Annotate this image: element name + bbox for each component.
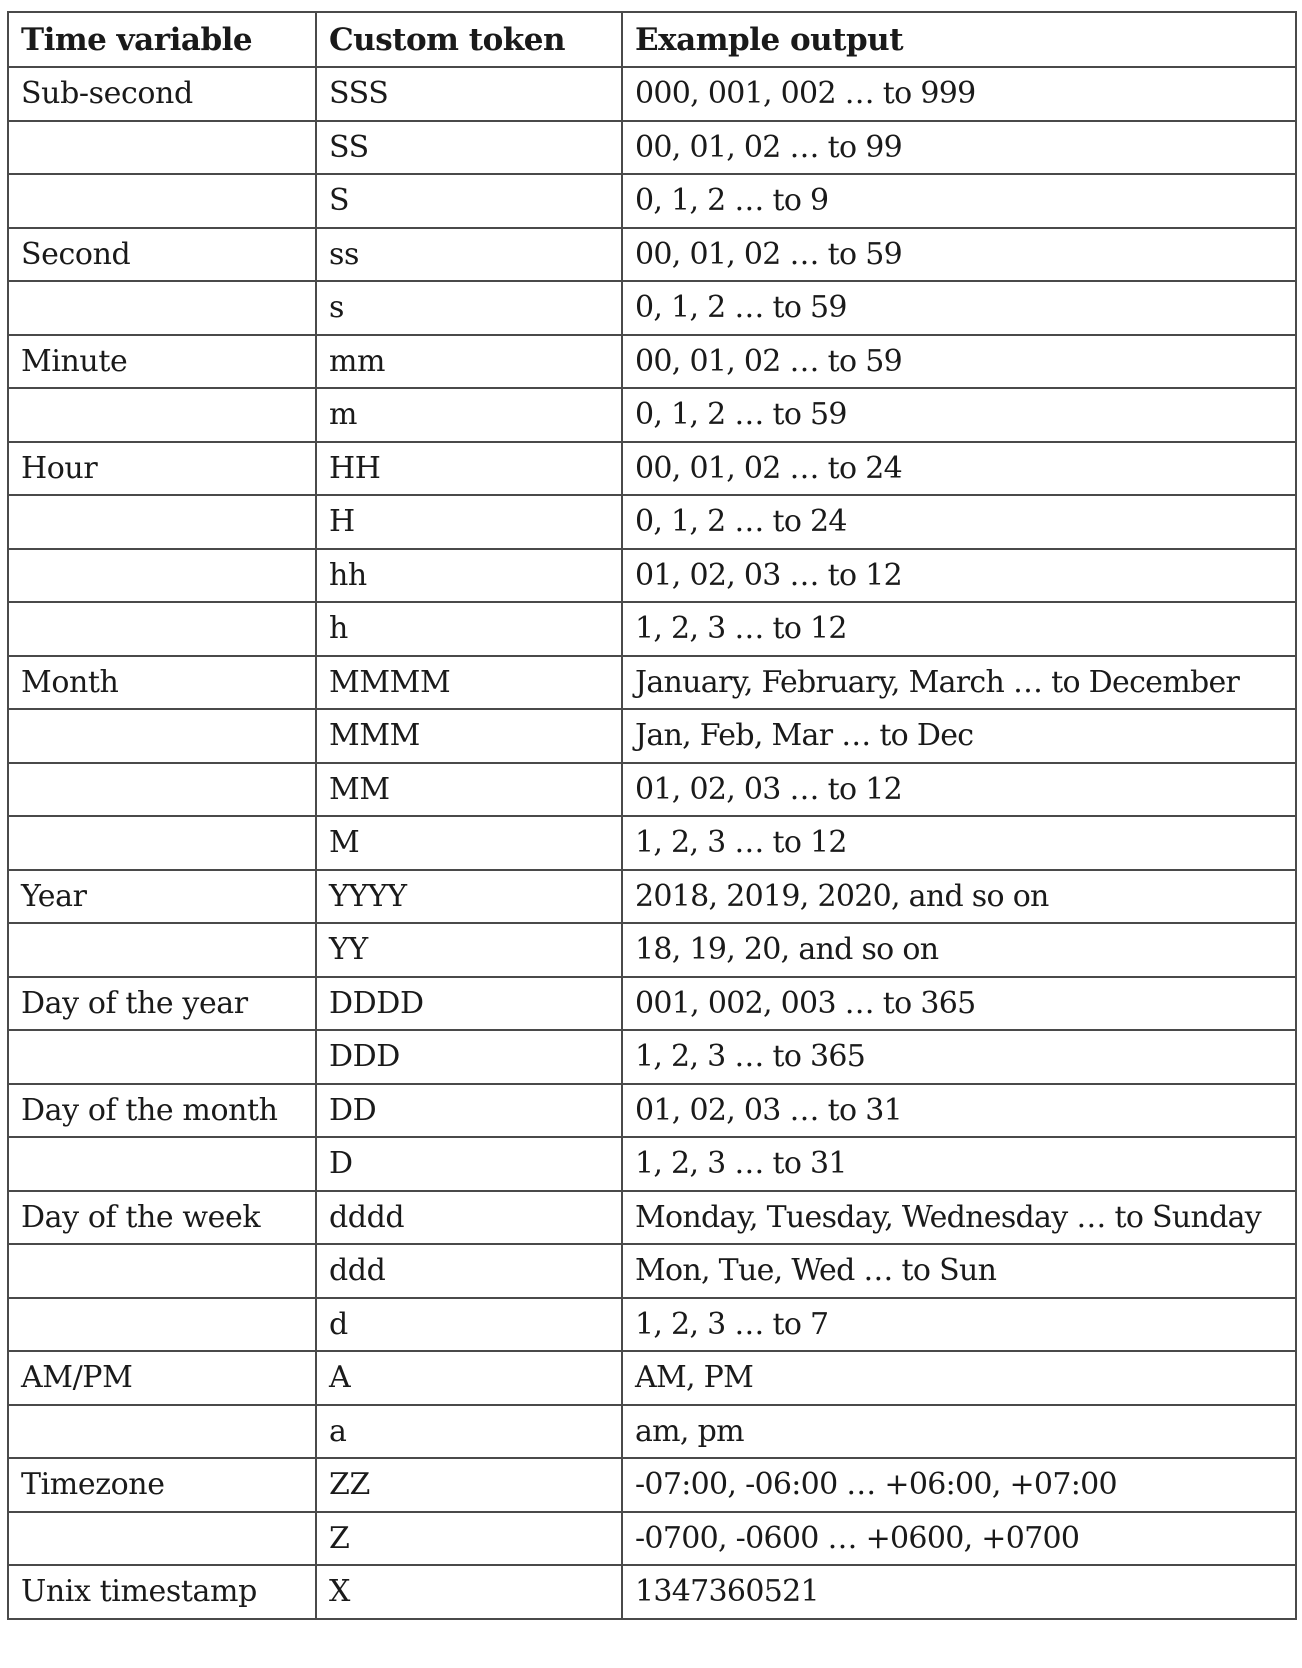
cell-time-variable: Unix timestamp — [8, 1565, 316, 1619]
cell-example-output: 0, 1, 2 … to 24 — [622, 495, 1296, 549]
cell-example-output: 00, 01, 02 … to 59 — [622, 335, 1296, 389]
cell-custom-token: SS — [316, 121, 622, 175]
table-row — [8, 1030, 1296, 1084]
table-row — [8, 549, 1296, 603]
cell-time-variable — [8, 121, 316, 175]
cell-example-output: Mon, Tue, Wed … to Sun — [622, 1244, 1296, 1298]
table-body — [8, 67, 1296, 1619]
table-row — [8, 1137, 1296, 1191]
table-row — [8, 1084, 1296, 1138]
cell-time-variable: Minute — [8, 335, 316, 389]
cell-example-output: -07:00, -06:00 … +06:00, +07:00 — [622, 1458, 1296, 1512]
cell-custom-token: X — [316, 1565, 622, 1619]
cell-custom-token: dddd — [316, 1191, 622, 1245]
table-row — [8, 923, 1296, 977]
cell-example-output: -0700, -0600 … +0600, +0700 — [622, 1512, 1296, 1566]
table-row — [8, 602, 1296, 656]
cell-custom-token: h — [316, 602, 622, 656]
cell-time-variable — [8, 1298, 316, 1352]
cell-custom-token: H — [316, 495, 622, 549]
cell-time-variable: Year — [8, 870, 316, 924]
cell-custom-token: hh — [316, 549, 622, 603]
table-row — [8, 335, 1296, 389]
table-row — [8, 1458, 1296, 1512]
cell-time-variable: AM/PM — [8, 1351, 316, 1405]
cell-example-output: 1, 2, 3 … to 365 — [622, 1030, 1296, 1084]
table-header — [8, 12, 1296, 67]
cell-time-variable — [8, 816, 316, 870]
cell-time-variable: Hour — [8, 442, 316, 496]
cell-time-variable — [8, 602, 316, 656]
cell-time-variable — [8, 709, 316, 763]
cell-time-variable — [8, 923, 316, 977]
cell-example-output: 00, 01, 02 … to 24 — [622, 442, 1296, 496]
cell-custom-token: DD — [316, 1084, 622, 1138]
cell-custom-token: m — [316, 388, 622, 442]
cell-custom-token: MMMM — [316, 656, 622, 710]
cell-example-output: 1, 2, 3 … to 12 — [622, 602, 1296, 656]
cell-custom-token: MMM — [316, 709, 622, 763]
cell-time-variable: Second — [8, 228, 316, 282]
table-row — [8, 67, 1296, 121]
table-row — [8, 656, 1296, 710]
table-row — [8, 1512, 1296, 1566]
cell-example-output: 01, 02, 03 … to 12 — [622, 763, 1296, 817]
cell-custom-token: YY — [316, 923, 622, 977]
cell-time-variable: Timezone — [8, 1458, 316, 1512]
cell-time-variable: Day of the month — [8, 1084, 316, 1138]
cell-example-output: 00, 01, 02 … to 99 — [622, 121, 1296, 175]
cell-custom-token: Z — [316, 1512, 622, 1566]
table-row — [8, 816, 1296, 870]
cell-example-output: 2018, 2019, 2020, and so on — [622, 870, 1296, 924]
cell-time-variable — [8, 549, 316, 603]
cell-example-output: January, February, March … to December — [622, 656, 1296, 710]
cell-custom-token: YYYY — [316, 870, 622, 924]
table-row — [8, 121, 1296, 175]
cell-custom-token: mm — [316, 335, 622, 389]
cell-example-output: Monday, Tuesday, Wednesday … to Sunday — [622, 1191, 1296, 1245]
cell-example-output: 1, 2, 3 … to 31 — [622, 1137, 1296, 1191]
cell-time-variable — [8, 281, 316, 335]
table-row — [8, 977, 1296, 1031]
table-row — [8, 388, 1296, 442]
cell-example-output: 1, 2, 3 … to 7 — [622, 1298, 1296, 1352]
cell-example-output: am, pm — [622, 1405, 1296, 1459]
cell-custom-token: DDD — [316, 1030, 622, 1084]
time-format-table — [7, 11, 1297, 1620]
header-example-output: Example output — [622, 12, 1296, 67]
cell-example-output: Jan, Feb, Mar … to Dec — [622, 709, 1296, 763]
header-custom-token: Custom token — [316, 12, 622, 67]
cell-time-variable: Month — [8, 656, 316, 710]
cell-time-variable — [8, 174, 316, 228]
cell-example-output: 00, 01, 02 … to 59 — [622, 228, 1296, 282]
table-row — [8, 870, 1296, 924]
table-row — [8, 1565, 1296, 1619]
table-row — [8, 1298, 1296, 1352]
cell-time-variable: Sub-second — [8, 67, 316, 121]
header-row — [8, 12, 1296, 67]
cell-custom-token: A — [316, 1351, 622, 1405]
cell-custom-token: ss — [316, 228, 622, 282]
cell-example-output: 01, 02, 03 … to 12 — [622, 549, 1296, 603]
cell-time-variable — [8, 1137, 316, 1191]
cell-example-output: AM, PM — [622, 1351, 1296, 1405]
table-row — [8, 1244, 1296, 1298]
cell-custom-token: MM — [316, 763, 622, 817]
table-row — [8, 495, 1296, 549]
cell-example-output: 001, 002, 003 … to 365 — [622, 977, 1296, 1031]
cell-time-variable — [8, 763, 316, 817]
time-format-table-container — [7, 11, 1297, 1620]
cell-time-variable — [8, 1512, 316, 1566]
cell-example-output: 01, 02, 03 … to 31 — [622, 1084, 1296, 1138]
cell-custom-token: s — [316, 281, 622, 335]
table-row — [8, 442, 1296, 496]
table-row — [8, 709, 1296, 763]
cell-custom-token: a — [316, 1405, 622, 1459]
cell-custom-token: HH — [316, 442, 622, 496]
cell-example-output: 0, 1, 2 … to 59 — [622, 281, 1296, 335]
table-row — [8, 1351, 1296, 1405]
table-row — [8, 1191, 1296, 1245]
table-row — [8, 174, 1296, 228]
cell-time-variable — [8, 1405, 316, 1459]
cell-custom-token: ZZ — [316, 1458, 622, 1512]
cell-example-output: 000, 001, 002 … to 999 — [622, 67, 1296, 121]
cell-custom-token: ddd — [316, 1244, 622, 1298]
cell-time-variable — [8, 1030, 316, 1084]
table-row — [8, 281, 1296, 335]
cell-custom-token: d — [316, 1298, 622, 1352]
cell-example-output: 0, 1, 2 … to 9 — [622, 174, 1296, 228]
cell-custom-token: S — [316, 174, 622, 228]
cell-time-variable — [8, 495, 316, 549]
cell-time-variable — [8, 1244, 316, 1298]
cell-custom-token: DDDD — [316, 977, 622, 1031]
cell-time-variable: Day of the year — [8, 977, 316, 1031]
cell-example-output: 18, 19, 20, and so on — [622, 923, 1296, 977]
table-row — [8, 763, 1296, 817]
header-time-variable: Time variable — [8, 12, 316, 67]
table-row — [8, 228, 1296, 282]
cell-custom-token: M — [316, 816, 622, 870]
cell-time-variable — [8, 388, 316, 442]
table-row — [8, 1405, 1296, 1459]
cell-example-output: 0, 1, 2 … to 59 — [622, 388, 1296, 442]
cell-time-variable: Day of the week — [8, 1191, 316, 1245]
cell-custom-token: SSS — [316, 67, 622, 121]
cell-example-output: 1, 2, 3 … to 12 — [622, 816, 1296, 870]
cell-example-output: 1347360521 — [622, 1565, 1296, 1619]
cell-custom-token: D — [316, 1137, 622, 1191]
